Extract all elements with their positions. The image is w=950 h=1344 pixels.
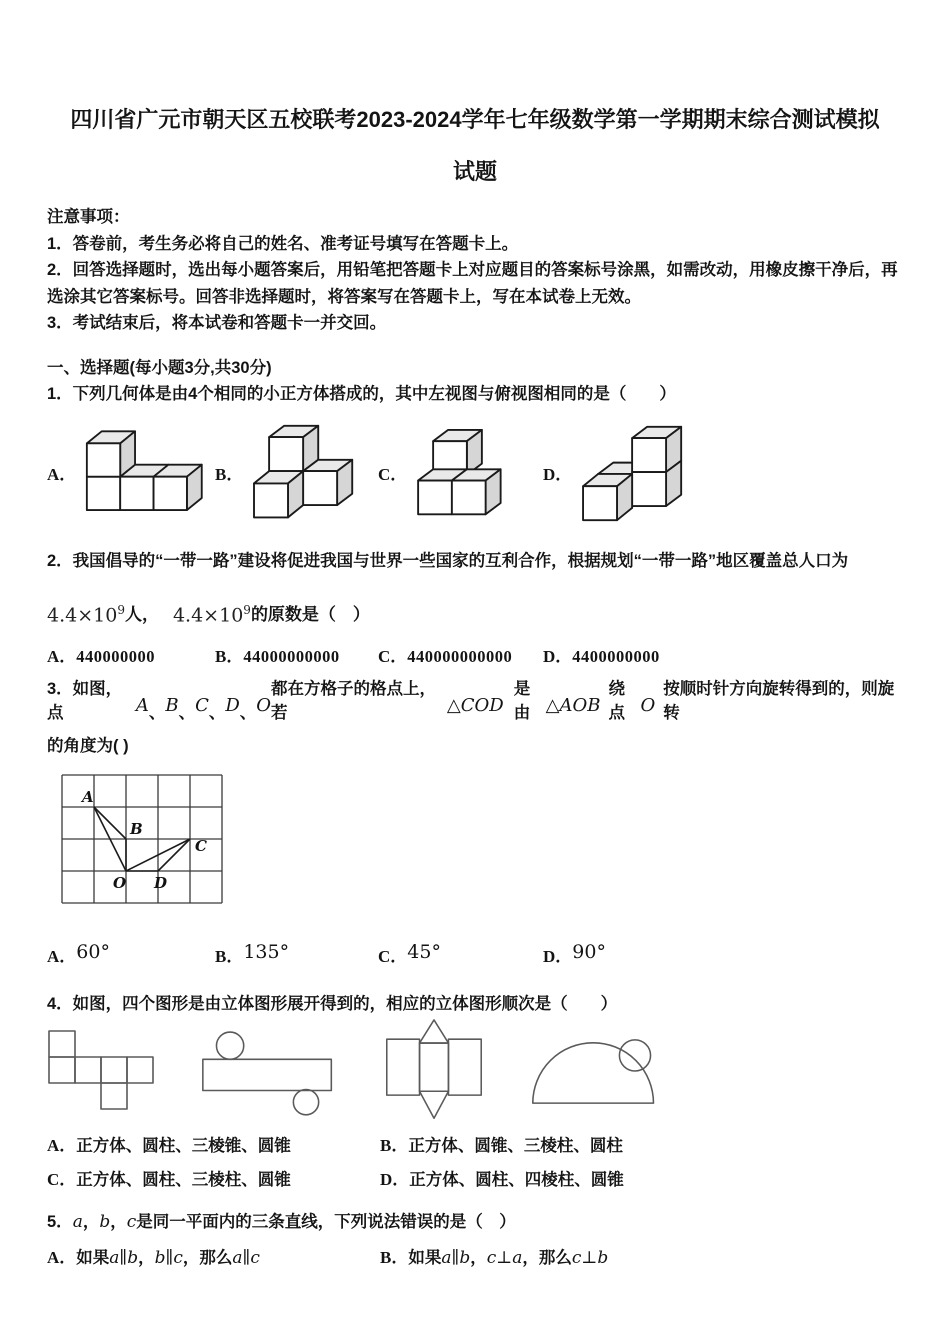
q5-option-a: A．如果a∥b，b∥c，那么a∥c <box>47 1248 260 1268</box>
question-4-figures <box>47 1025 903 1117</box>
section1-heading: 一、选择题(每小题3分,共30分) <box>47 358 272 377</box>
q1-option-a-figure <box>47 427 215 519</box>
question-3-options <box>47 942 903 967</box>
grid-label-d: D <box>154 873 168 892</box>
q2-option-d: D．4400000000 <box>543 647 660 666</box>
notice-item-2: 2．回答选择题时，选出每小题答案后，用铅笔把答题卡上对应题目的答案标号涂黑，如需改动，用橡皮擦干净后，再选涂其它答案标号。回答非选择题时，将答案写在答题卡上，写在本试卷上无效。 <box>47 261 898 306</box>
line-b: b <box>99 1212 111 1232</box>
sci-notation-1: $4.4\times 10^9$ <box>47 602 125 626</box>
q1-option-b-figure <box>215 422 378 524</box>
question-5-text: 5．a，b，c是同一平面内的三条直线，下列说法错误的是（ ） <box>47 1212 516 1232</box>
q1-label-d: D． <box>543 465 573 484</box>
q3-line2: 的角度为( ) <box>47 737 129 755</box>
q3-line1: 3．如图，点 A 、 B 、 C 、 D 、 O 都在方格子的格点上，若 △COD 是由 △AOB 绕点 O 按顺时针方向旋转得到的，则旋转 <box>47 680 895 722</box>
net-cube <box>47 1029 159 1113</box>
paper-title-line2: 试题 <box>452 159 497 184</box>
q1-label-b: B． <box>215 465 244 484</box>
q2-option-a: A．440000000 <box>47 647 156 666</box>
triangle-cod: △COD <box>446 695 504 716</box>
question-4-options <box>47 1129 903 1197</box>
q4-option-a: A．正方体、圆柱、三棱锥、圆锥 <box>47 1136 291 1155</box>
cube-figure-b <box>252 422 358 524</box>
question-5-options <box>47 1241 903 1275</box>
grid-figure <box>57 772 233 914</box>
grid-label-a: A <box>82 787 94 806</box>
net-cone <box>525 1029 671 1113</box>
point-c: C <box>195 695 209 716</box>
paper-title-line1: 四川省广元市朝天区五校联考2023-2024学年七年级数学第一学期期末综合测试模拟 <box>70 107 880 132</box>
q4-option-d: D．正方体、圆柱、四棱柱、圆锥 <box>380 1170 624 1189</box>
point-o-2: O <box>640 695 656 716</box>
q4-option-c: C．正方体、圆柱、三棱柱、圆锥 <box>47 1170 291 1189</box>
cube-figure-d <box>581 423 687 523</box>
q4-option-b: B．正方体、圆锥、三棱柱、圆柱 <box>380 1136 623 1155</box>
grid-label-c: C <box>195 836 207 855</box>
point-o: O <box>256 695 272 716</box>
notice-item-1: 1．答卷前，考生务必将自己的姓名、准考证号填写在答题卡上。 <box>47 234 519 253</box>
question-1-figures <box>47 416 903 530</box>
line-c: c <box>126 1212 137 1232</box>
question-2-options <box>47 642 903 667</box>
q3-option-c: C．45° <box>378 940 441 966</box>
q5-option-b: B．如果a∥b，c⊥a，那么c⊥b <box>380 1248 609 1268</box>
question-3-text <box>47 681 903 760</box>
grid-label-b: B <box>130 819 143 838</box>
q2-option-c: C．440000000000 <box>378 647 513 666</box>
question-3-grid-figure <box>57 772 903 914</box>
q2-mid-text: 人， <box>124 605 159 624</box>
point-d: D <box>225 695 240 716</box>
q1-option-d-figure <box>543 423 903 523</box>
point-b: B <box>165 695 179 716</box>
net-cylinder <box>197 1025 343 1117</box>
line-a: a <box>72 1212 83 1232</box>
q3-option-a: A．60° <box>47 940 110 966</box>
q3-option-d: D．90° <box>543 940 606 966</box>
q1-label-c: C． <box>378 465 408 484</box>
notice-item-3: 3．考试结束后，将本试卷和答题卡一并交回。 <box>47 314 387 332</box>
cube-figure-a <box>85 427 215 519</box>
question-1-text: 1．下列几何体是由4个相同的小正方体搭成的，其中左视图与俯视图相同的是（ ） <box>47 385 676 403</box>
question-2-text: 2．我国倡导的“一带一路”建设将促进我国与世界一些国家的互利合作，根据规划“一带一路”地区覆盖总人口为 <box>47 551 849 570</box>
triangle-aob: △AOB <box>545 695 601 716</box>
q1-option-c-figure <box>378 428 543 518</box>
sci-notation-2: $4.4\times 10^9$ <box>172 602 251 626</box>
q2-tail-text: 的原数是（ ） <box>250 605 370 624</box>
cube-figure-c <box>416 428 514 518</box>
grid-label-o: O <box>113 873 127 892</box>
question-4-text: 4．如图，四个图形是由立体图形展开得到的，相应的立体图形顺次是（ ） <box>47 994 618 1013</box>
q1-label-a: A． <box>47 465 77 484</box>
q3-option-b: B．135° <box>215 940 290 966</box>
question-2-sci-line <box>47 586 903 626</box>
net-triangular-prism <box>381 1018 487 1124</box>
notice-heading: 注意事项： <box>47 208 130 226</box>
point-a: A <box>135 695 149 716</box>
notice-section <box>47 204 903 337</box>
q2-option-b: B．44000000000 <box>215 647 340 666</box>
